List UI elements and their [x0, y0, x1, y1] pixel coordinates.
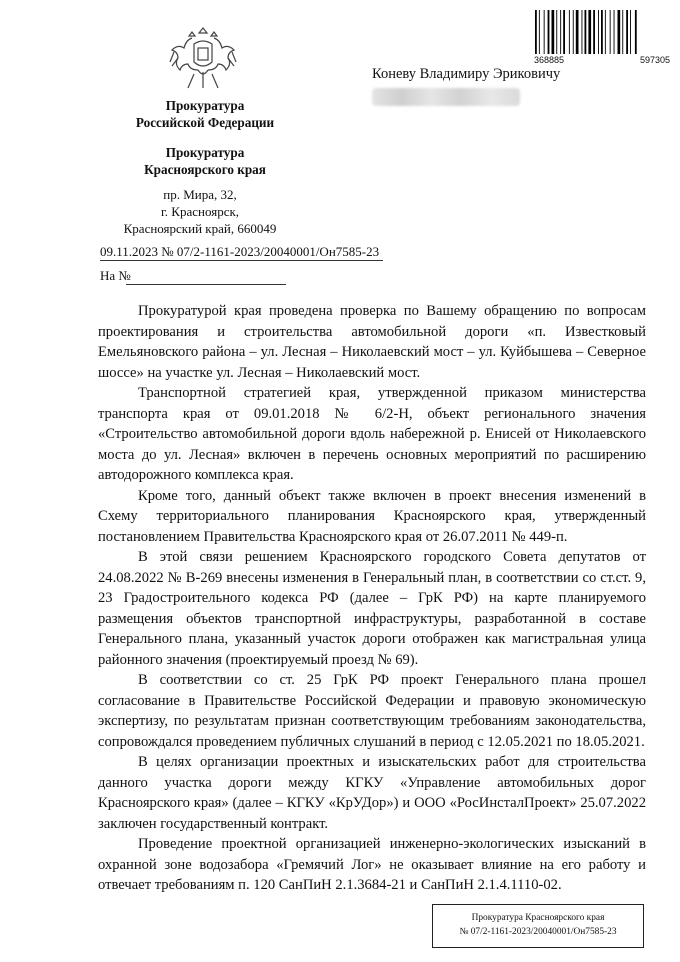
org-address — [100, 186, 300, 237]
barcode-icon — [534, 10, 670, 54]
registration-stamp — [432, 904, 644, 948]
outgoing-number-text: 09.11.2023 № 07/2-1161-2023/20040001/Он7585-23 — [100, 244, 380, 259]
barcode-left-number: 368885 — [534, 55, 565, 65]
sub-org-name — [95, 144, 315, 178]
paragraph: Проведение проектной организацией инженерно-экологических изысканий в охранной зоне водозабора «Гремячий Лог» не оказывает влияние на его работу и отвечает требованиям п. 120 СанПиН 2.1.3684-21 и СанПиН 2.1.4.1110-02. — [98, 836, 646, 893]
in-reply-blank-line — [126, 284, 286, 285]
sub-org-line1: Прокуратура — [165, 145, 245, 160]
paragraph: Прокуратурой края проведена проверка по Вашему обращению по вопросам проектирования и строительства автомобильной дороги «п. Известковый Емельяновского района – ул. Лесная – Николаевский мост – ул. Куйбышева – Северное шоссе» на участке ул. Лесная – Николаевский мост. — [98, 303, 646, 381]
barcode-right-number: 597305 — [639, 55, 670, 65]
redacted-address — [372, 88, 520, 106]
sub-org-line2: Красноярского края — [144, 162, 266, 177]
stamp-line1: Прокуратура Красноярского края — [471, 913, 605, 923]
letter-body — [98, 301, 646, 896]
paragraph: В соответствии со ст. 25 ГрК РФ проект Генерального плана прошел согласование в Правительстве Российской Федерации и правовую экономическую экспертизу, по результатам признан соответствующим требованиям законодательства, сопровождался проведением публичных слушаний в период с 12.05.2021 по 18.05.2021. — [98, 672, 646, 750]
paragraph: В этой связи решением Красноярского городского Совета депутатов от 24.08.2022 № В-269 внесены изменения в Генеральный план, в соответствии со ст.ст. 9, 23 Градостроительного кодекса РФ (далее – ГрК РФ) на карте планируемого размещения объектов транспортной инфраструктуры, разработанной в составе Генерального плана, указанный участок дороги отображен как магистральная улица районного значения (проектируемый проезд № 69). — [98, 549, 646, 668]
address-line: Красноярский край, 660049 — [123, 221, 277, 236]
org-name-line2: Российской Федерации — [135, 115, 275, 130]
paragraph: Кроме того, данный объект также включен в проект внесения изменений в Схему территориального планирования Красноярского края, утвержденный постановлением Правительства Красноярского края от 26.07.2011 № 449-п. — [98, 487, 646, 545]
double-headed-eagle-emblem-icon — [168, 22, 238, 94]
barcode-numbers — [534, 55, 670, 65]
recipient-name: Коневу Владимиру Эриковичу — [372, 66, 561, 82]
org-name-line1: Прокуратура — [165, 98, 245, 113]
address-line: г. Красноярск, — [160, 204, 240, 219]
outgoing-number — [100, 244, 379, 260]
org-name — [95, 97, 315, 131]
stamp-line2: № 07/2-1161-2023/20040001/Он7585-23 — [459, 927, 617, 937]
in-reply-label: На № — [100, 268, 131, 283]
paragraph: В целях организации проектных и изыскательских работ для строительства данного участка дороги между КГКУ «Управление автомобильных дорог Красноярского края» (далее – КГКУ «КрУДор») и ООО «РосИнсталПроект» 25.07.2022 заключен государственный контракт. — [98, 754, 646, 832]
address-line: пр. Мира, 32, — [163, 187, 237, 202]
paragraph: Транспортной стратегией края, утвержденной приказом министерства транспорта края от 09.01.2018 № 6/2-Н, объект регионального значения «Строительство автомобильной дороги вдоль набережной р. Енисей от Николаевского моста до ул. Лесная» включен в перечень основных мероприятий по расширению автодорожного комплекса края. — [98, 385, 646, 483]
